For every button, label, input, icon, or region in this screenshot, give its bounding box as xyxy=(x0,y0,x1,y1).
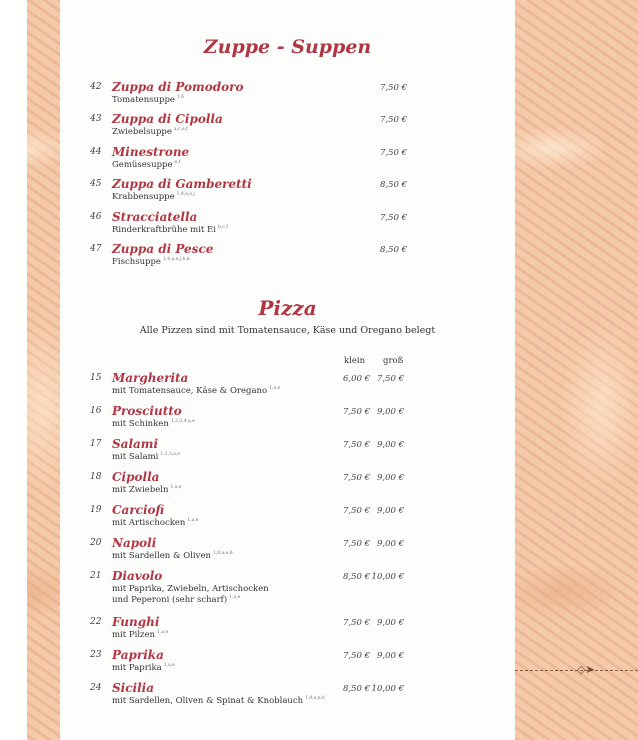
soup-item xyxy=(60,242,515,272)
item-number: 19 xyxy=(90,505,102,515)
description-text: mit Paprika xyxy=(112,663,162,673)
allergen-codes: 1,6 xyxy=(176,95,185,101)
price-small: 7,50 € xyxy=(342,407,370,417)
item-number: 47 xyxy=(90,244,102,254)
price-small: 7,50 € xyxy=(342,618,370,628)
item-description xyxy=(112,257,190,267)
allergen-codes: 1,2,3,a,e xyxy=(160,452,181,458)
price-large: 9,00 € xyxy=(376,440,404,450)
item-name: Cipolla xyxy=(112,470,160,484)
item-price: 7,50 € xyxy=(379,115,407,125)
item-number: 17 xyxy=(90,439,102,449)
description-text: mit Paprika, Zwiebeln, Artischocken xyxy=(112,584,269,594)
allergen-codes: 1,2,3,4,a,e xyxy=(170,419,195,425)
item-description xyxy=(112,551,233,561)
description-text: mit Zwiebeln xyxy=(112,485,169,495)
description-text: mit Sardellen & Oliven xyxy=(112,551,211,561)
allergen-codes: 1,a,e xyxy=(187,518,199,524)
description-text: mit Tomatensauce, Käse & Oregano xyxy=(112,386,268,396)
item-description xyxy=(112,518,198,528)
item-description xyxy=(112,663,175,673)
item-description xyxy=(112,160,180,170)
item-name: Zuppa di Pesce xyxy=(112,242,214,256)
item-name: Sicilia xyxy=(112,681,154,695)
price-large: 9,00 € xyxy=(376,539,404,549)
item-name: Funghi xyxy=(112,615,160,629)
item-description-line2 xyxy=(112,595,240,605)
price-small: 7,50 € xyxy=(342,440,370,450)
soup-item xyxy=(60,210,515,240)
price-small: 8,50 € xyxy=(342,572,370,582)
description-text: mit Sardellen, Oliven & Spinat & Knoblauch xyxy=(112,696,304,706)
soup-item xyxy=(60,112,515,142)
pizza-item xyxy=(60,503,515,533)
description-text: mit Salami xyxy=(112,452,159,462)
allergen-codes: 1,9,a,e,h xyxy=(212,551,233,557)
price-large: 7,50 € xyxy=(376,374,404,384)
pizza-title: Pizza xyxy=(258,296,317,320)
description-text: Tomatensuppe xyxy=(112,95,175,105)
pizza-item xyxy=(60,569,515,605)
item-number: 21 xyxy=(90,571,102,581)
item-name: Zuppa di Gamberetti xyxy=(112,177,252,191)
item-name: Paprika xyxy=(112,648,164,662)
item-description xyxy=(112,192,195,202)
item-name: Napoli xyxy=(112,536,157,550)
description-text: Krabbensuppe xyxy=(112,192,175,202)
item-price: 8,50 € xyxy=(379,245,407,255)
item-number: 46 xyxy=(90,212,102,222)
item-description xyxy=(112,95,184,105)
allergen-codes: 1,a,e xyxy=(269,386,281,392)
soups-title: Zuppe - Suppen xyxy=(203,36,372,58)
item-name: Margherita xyxy=(112,371,189,385)
item-price: 8,50 € xyxy=(379,180,407,190)
item-number: 42 xyxy=(90,82,102,92)
allergen-codes: 1,9,a,e,h xyxy=(305,696,325,702)
column-small: klein xyxy=(344,356,366,366)
price-small: 7,50 € xyxy=(342,651,370,661)
item-description xyxy=(112,419,195,429)
description-text: Gemüsesuppe xyxy=(112,160,173,170)
description-text: Zwiebelsuppe xyxy=(112,127,172,137)
allergen-codes: 1,a,e xyxy=(170,485,182,491)
page-edge xyxy=(0,0,27,740)
item-name: Diavolo xyxy=(112,569,163,583)
allergen-codes: 1,a,e xyxy=(157,630,169,636)
pizza-item xyxy=(60,648,515,678)
item-price: 7,50 € xyxy=(379,213,407,223)
price-large: 10,00 € xyxy=(371,572,404,582)
allergen-codes: 1,4,a,e,j,h,k xyxy=(162,257,190,263)
allergen-codes: b,c,f xyxy=(217,225,228,231)
marble-background-right xyxy=(515,0,638,740)
pizza-item xyxy=(60,615,515,645)
price-small: 7,50 € xyxy=(342,506,370,516)
item-number: 15 xyxy=(90,373,102,383)
item-description xyxy=(112,225,228,235)
item-description xyxy=(112,485,182,495)
price-large: 10,00 € xyxy=(371,684,404,694)
item-number: 23 xyxy=(90,650,102,660)
soup-item xyxy=(60,145,515,175)
allergen-codes: 1,a,e xyxy=(229,595,241,601)
description-text: und Peperoni (sehr scharf) xyxy=(112,595,228,605)
item-number: 20 xyxy=(90,538,102,548)
price-large: 9,00 € xyxy=(376,618,404,628)
description-text: mit Artischocken xyxy=(112,518,186,528)
item-description xyxy=(112,630,168,640)
pizza-item xyxy=(60,437,515,467)
item-name: Prosciutto xyxy=(112,404,182,418)
decorative-ornament-icon: ◇➤ xyxy=(577,663,595,676)
item-name: Zuppa di Pomodoro xyxy=(112,80,244,94)
item-number: 16 xyxy=(90,406,102,416)
pizza-item xyxy=(60,404,515,434)
item-name: Stracciatella xyxy=(112,210,198,224)
soup-item xyxy=(60,80,515,110)
price-large: 9,00 € xyxy=(376,506,404,516)
price-large: 9,00 € xyxy=(376,407,404,417)
allergen-codes: 1,4,a,e,j xyxy=(176,192,195,198)
price-small: 8,50 € xyxy=(342,684,370,694)
item-name: Minestrone xyxy=(112,145,190,159)
description-text: Fischsuppe xyxy=(112,257,161,267)
item-description xyxy=(112,127,188,137)
description-text: mit Schinken xyxy=(112,419,169,429)
pizza-subtitle: Alle Pizzen sind mit Tomatensauce, Käse und Oregano belegt xyxy=(139,325,436,336)
allergen-codes: 1,a,e xyxy=(163,663,175,669)
item-description xyxy=(112,452,180,462)
item-price: 7,50 € xyxy=(379,83,407,93)
allergen-codes: a,c,e,f xyxy=(173,127,188,133)
price-small: 7,50 € xyxy=(342,473,370,483)
description-text: Rinderkraftbrühe mit Ei xyxy=(112,225,216,235)
price-small: 7,50 € xyxy=(342,539,370,549)
item-description xyxy=(112,696,325,706)
item-name: Zuppa di Cipolla xyxy=(112,112,223,126)
item-number: 22 xyxy=(90,617,102,627)
item-number: 45 xyxy=(90,179,102,189)
column-large: groß xyxy=(383,356,404,366)
item-name: Carciofi xyxy=(112,503,165,517)
item-number: 44 xyxy=(90,147,102,157)
item-price: 7,50 € xyxy=(379,148,407,158)
soup-item xyxy=(60,177,515,207)
price-small: 6,00 € xyxy=(342,374,370,384)
description-text: mit Pilzen xyxy=(112,630,156,640)
pizza-item xyxy=(60,371,515,401)
pizza-item xyxy=(60,536,515,566)
allergen-codes: e,f xyxy=(174,160,181,166)
item-number: 18 xyxy=(90,472,102,482)
price-large: 9,00 € xyxy=(376,651,404,661)
item-description xyxy=(112,386,280,396)
item-name: Salami xyxy=(112,437,159,451)
price-large: 9,00 € xyxy=(376,473,404,483)
item-number: 43 xyxy=(90,114,102,124)
item-number: 24 xyxy=(90,683,102,693)
pizza-item xyxy=(60,470,515,500)
item-description xyxy=(112,584,269,594)
pizza-item xyxy=(60,681,515,711)
